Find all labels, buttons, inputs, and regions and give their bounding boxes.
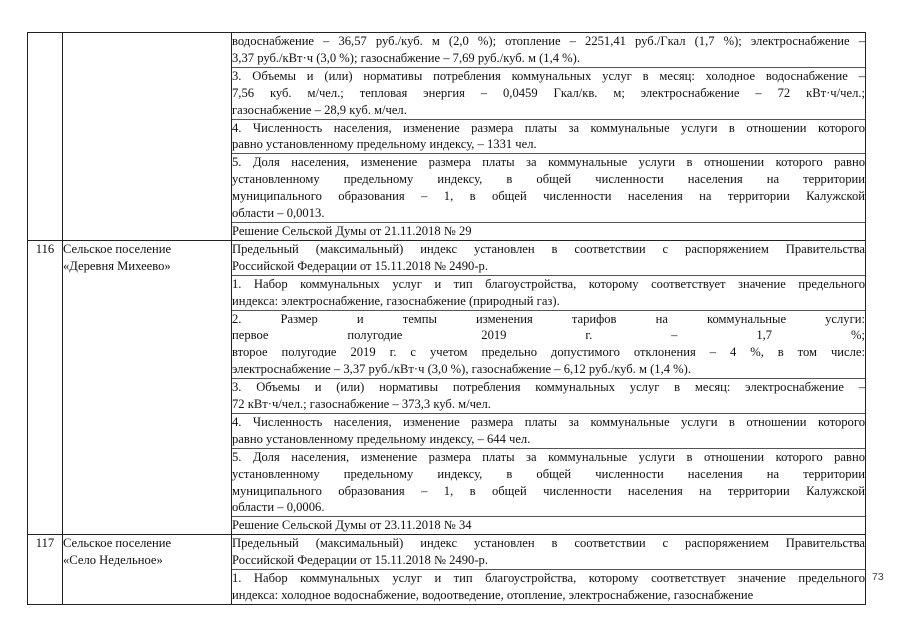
text-line: области – 0,0006. <box>232 500 325 515</box>
table-row <box>28 240 866 534</box>
text-line: 4. Численность населения, изменение размера платы за коммунальные услуги в отношении которого <box>232 414 865 429</box>
settlement-name-line: Сельское поселение <box>63 536 172 551</box>
text-line: Предельный (максимальный) индекс установлен в соответствии с распоряжением Правительства <box>232 241 865 256</box>
settlement-name-line: «Деревня Михеево» <box>63 258 171 273</box>
paragraph <box>232 449 865 518</box>
text-line: 5. Доля населения, изменение размера платы за коммунальные услуги в отношении которого равно <box>232 449 865 464</box>
text-line: 5. Доля населения, изменение размера платы за коммунальные услуги в отношении которого равно <box>232 155 865 170</box>
table-row <box>28 33 866 241</box>
text-line: электроснабжение – 3,37 руб./кВт·ч (3,0 %), газоснабжение – 6,12 руб./куб. м (1,4 %). <box>232 362 692 377</box>
text-line: 7,56 куб. м/чел.; тепловая энергия – 0,0459 Гкал/кв. м; электроснабжение – 72 кВт·ч/чел.; <box>232 85 865 100</box>
text-line: 72 кВт·ч/чел.; газоснабжение – 373,3 куб. м/чел. <box>232 397 491 412</box>
page-number: 73 <box>872 571 884 583</box>
paragraph <box>232 517 865 534</box>
text-line: 3. Объемы и (или) нормативы потребления коммунальных услуг в месяц: электроснабжение – <box>232 380 865 395</box>
tariff-table <box>27 32 866 605</box>
settlement-name-cell <box>63 535 232 605</box>
text-line: 1. Набор коммунальных услуг и тип благоустройства, которому соответствует значение предельного <box>232 276 865 291</box>
text-line: второе полугодие 2019 г. с учетом предельно допустимого отклонения – 4 %, в том числе: <box>232 345 865 360</box>
settlement-name-line: «Село Недельное» <box>63 553 163 568</box>
paragraph <box>232 68 865 120</box>
index-details-cell <box>232 240 866 534</box>
text-line: 2. Размер и темпы изменения тарифов на коммунальные услуги: <box>232 311 865 326</box>
text-line: водоснабжение – 36,57 руб./куб. м (2,0 %); отопление – 2251,41 руб./Гкал (1,7 %); электроснабжение – <box>232 34 865 48</box>
text-line: газоснабжение – 28,9 куб. м/чел. <box>232 102 407 117</box>
settlement-name-cell <box>63 33 232 241</box>
text-line: муниципального образования – 1, в общей численности населения на территории Калужской <box>232 483 865 498</box>
paragraph <box>232 120 865 155</box>
text-line: 3. Объемы и (или) нормативы потребления коммунальных услуг в месяц: холодное водоснабжение – <box>232 68 865 83</box>
text-line: установленному предельному индексу, в общей численности населения на территории <box>232 172 865 187</box>
text-line: Решение Сельской Думы от 23.11.2018 № 34 <box>232 518 472 533</box>
index-details-cell <box>232 33 866 241</box>
row-number: 116 <box>28 240 63 534</box>
paragraph <box>232 241 865 276</box>
paragraph <box>232 33 865 68</box>
paragraph <box>232 154 865 223</box>
text-line: индекса: холодное водоснабжение, водоотведение, отопление, электроснабжение, газоснабжение <box>232 588 754 602</box>
tariff-table-body <box>28 33 866 605</box>
paragraph <box>232 414 865 449</box>
paragraph <box>232 535 865 570</box>
text-line: Предельный (максимальный) индекс установлен в соответствии с распоряжением Правительства <box>232 536 865 551</box>
table-row <box>28 535 866 605</box>
text-line: муниципального образования – 1, в общей численности населения на территории Калужской <box>232 189 865 204</box>
text-line: Российской Федерации от 15.11.2018 № 2490-р. <box>232 553 488 568</box>
paragraph <box>232 379 865 414</box>
text-line: равно установленному предельному индексу, – 1331 чел. <box>232 137 537 152</box>
text-line: Решение Сельской Думы от 21.11.2018 № 29 <box>232 223 472 238</box>
paragraph <box>232 276 865 311</box>
row-number: 117 <box>28 535 63 605</box>
text-line: 3,37 руб./кВт·ч (3,0 %); газоснабжение – 7,69 руб./куб. м (1,4 %). <box>232 50 581 65</box>
text-line: 4. Численность населения, изменение размера платы за коммунальные услуги в отношении которого <box>232 120 865 135</box>
row-number <box>28 33 63 241</box>
text-line: первое полугодие 2019 г. – 1,7 %; <box>232 328 865 343</box>
text-line: установленному предельному индексу, в общей численности населения на территории <box>232 466 865 481</box>
index-details-cell <box>232 535 866 605</box>
paragraph <box>232 223 865 240</box>
paragraph <box>232 570 865 604</box>
paragraph <box>232 311 865 380</box>
text-line: Российской Федерации от 15.11.2018 № 2490-р. <box>232 258 488 273</box>
text-line: 1. Набор коммунальных услуг и тип благоустройства, которому соответствует значение предельного <box>232 571 865 586</box>
text-line: области – 0,0013. <box>232 206 325 221</box>
text-line: индекса: электроснабжение, газоснабжение (природный газ). <box>232 293 560 308</box>
settlement-name-cell <box>63 240 232 534</box>
text-line: равно установленному предельному индексу, – 644 чел. <box>232 431 531 446</box>
settlement-name-line: Сельское поселение <box>63 241 172 256</box>
